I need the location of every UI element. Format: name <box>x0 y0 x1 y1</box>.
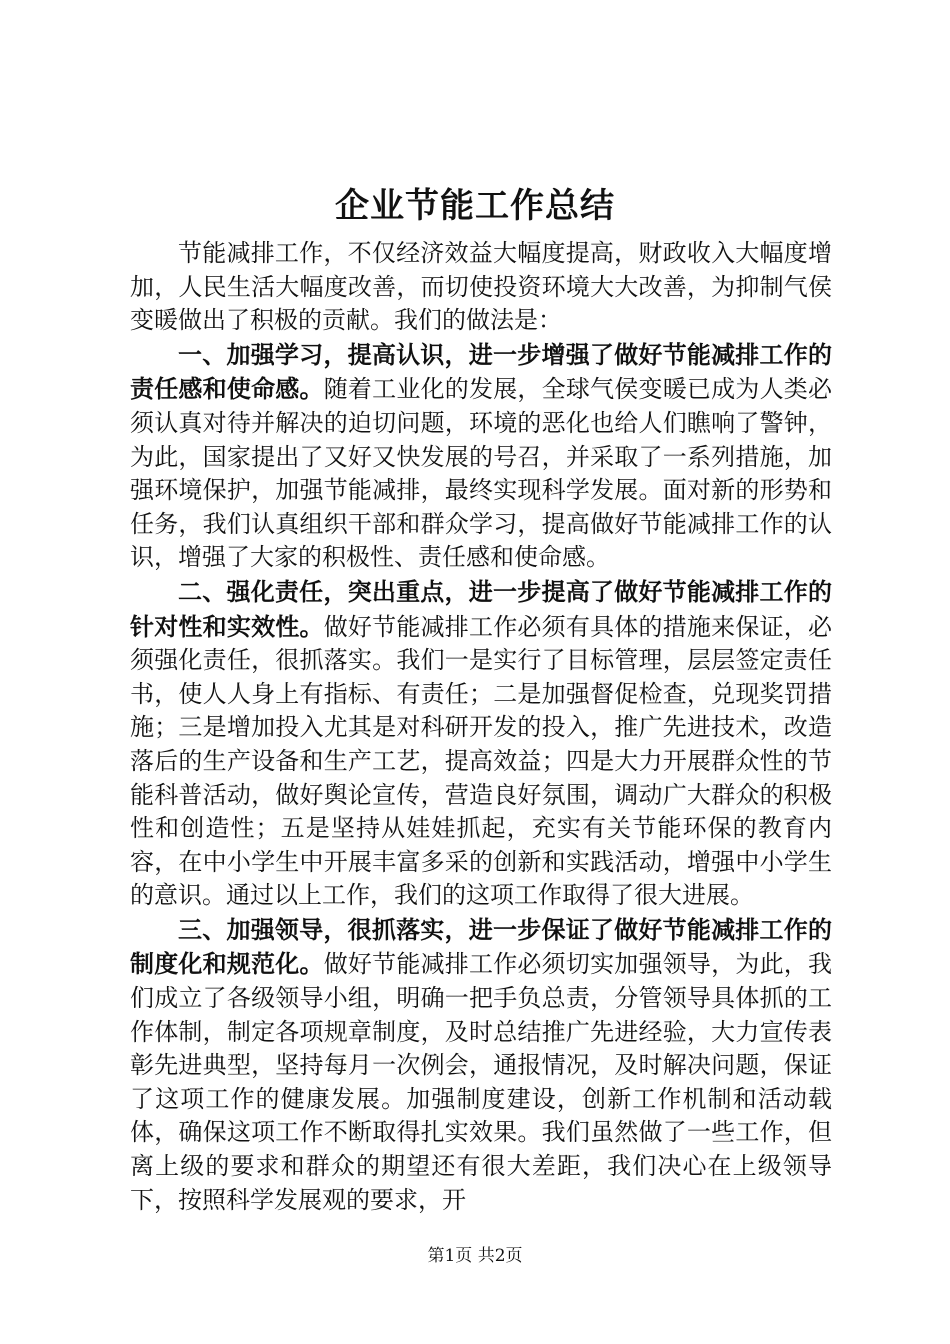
document-title: 企业节能工作总结 <box>335 186 615 226</box>
paragraph-text: 节能减排工作，不仅经济效益大幅度提高，财政收入大幅度增加，人民生活大幅度改善，而切使投资环境大大改善，为抑制气侯变暖做出了积极的贡献。我们的做法是： <box>130 239 832 335</box>
paragraph-section-2 <box>130 575 832 913</box>
paragraph-text: 做好节能减排工作必须有具体的措施来保证，必须强化责任，很抓落实。我们一是实行了目标管理，层层签定责任书，使人人身上有指标、有责任；二是加强督促检查，兑现奖罚措施；三是增加投入尤其是对科研开发的投入，推广先进技术，改造落后的生产设备和生产工艺，提高效益；四是大力开展群众性的节能科普活动，做好舆论宣传，营造良好氛围，调动广大群众的积极性和创造性；五是坚持从娃娃抓起，充实有关节能环保的教育内容，在中小学生中开展丰富多采的创新和实践活动，增强中小学生的意识。通过以上工作，我们的这项工作取得了很大进展。 <box>130 612 833 910</box>
paragraph-lead: 一、加强学习，提高认识，进一步增强了做好节能减排工作的责任感和使命感。 <box>130 339 832 404</box>
paragraph-section-1 <box>130 338 832 575</box>
page-number: 第1页 共2页 <box>427 1246 523 1266</box>
paragraph-lead: 三、加强领导，很抓落实，进一步保证了做好节能减排工作的制度化和规范化。 <box>130 914 832 979</box>
paragraph-text: 做好节能减排工作必须切实加强领导，为此，我们成立了各级领导小组，明确一把手负总责，分管领导具体抓的工作体制，制定各项规章制度，及时总结推广先进经验，大力宣传表彰先进典型，坚持每月一次例会，通报情况，及时解决问题，保证了这项工作的健康发展。加强制度建设，创新工作机制和活动载体，确保这项工作不断取得扎实效果。我们虽然做了一些工作，但离上级的要求和群众的期望还有很大差距，我们决心在上级领导下，按照科学发展观的要求，开 <box>130 950 833 1214</box>
paragraph-intro <box>130 236 832 338</box>
paragraph-lead: 二、强化责任，突出重点，进一步提高了做好节能减排工作的针对性和实效性。 <box>130 576 832 641</box>
document-body <box>130 236 832 1217</box>
paragraph-section-3 <box>130 913 832 1217</box>
paragraph-text: 随着工业化的发展，全球气侯变暖已成为人类必须认真对待并解决的迫切问题，环境的恶化也给人们瞧响了警钟，为此，国家提出了又好又快发展的号召，并采取了一系列措施，加强环境保护，加强节能减排，最终实现科学发展。面对新的形势和任务，我们认真组织干部和群众学习，提高做好节能减排工作的认识，增强了大家的积极性、责任感和使命感。 <box>130 375 833 572</box>
